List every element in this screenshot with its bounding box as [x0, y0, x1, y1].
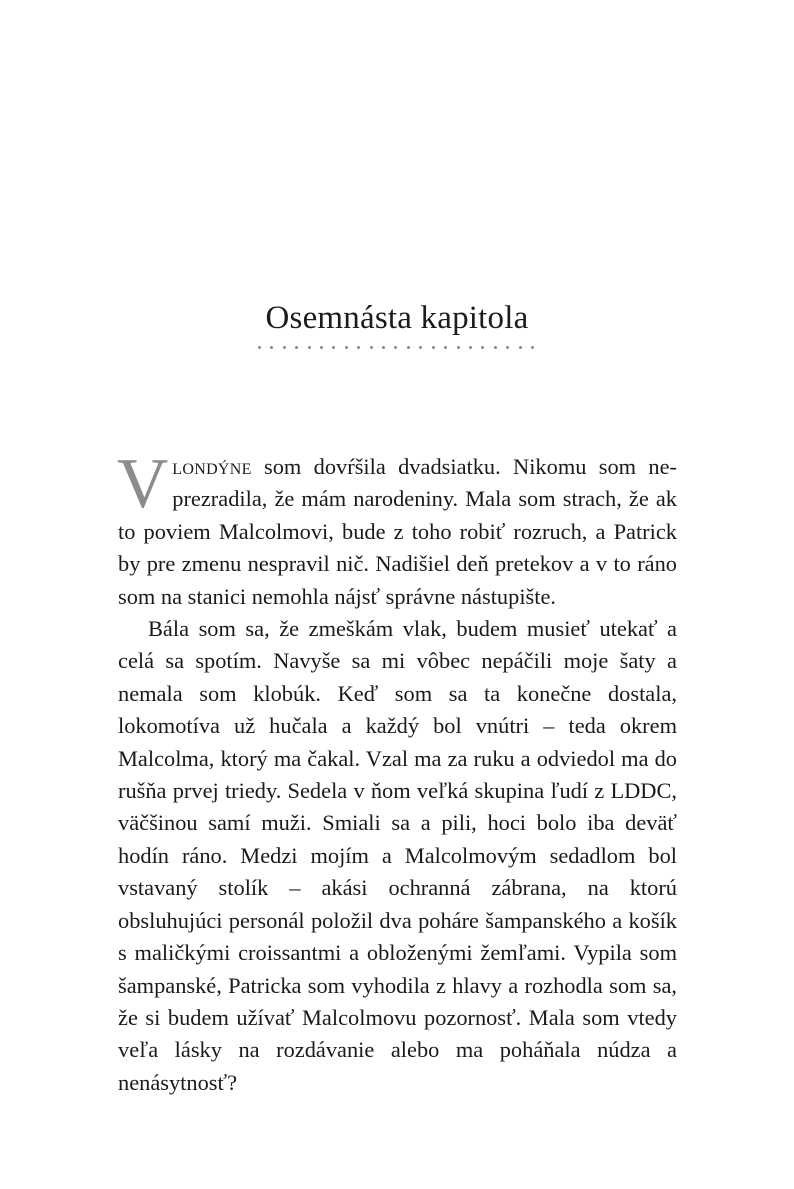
- ornament-dot: [357, 346, 360, 349]
- ornament-dot: [469, 346, 472, 349]
- ornament-dot: [519, 346, 522, 349]
- ornament-dot: [407, 346, 410, 349]
- ornament-dot: [370, 346, 373, 349]
- ornament-dot: [457, 346, 460, 349]
- ornament-dot: [506, 346, 509, 349]
- ornament-dot: [394, 346, 397, 349]
- chapter-body: [117, 445, 677, 1099]
- ornament-dot: [382, 346, 385, 349]
- ornament-dot: [283, 346, 286, 349]
- ornament-dot: [531, 346, 534, 349]
- paragraph-first: [117, 445, 677, 613]
- ornament-dot: [295, 346, 298, 349]
- ornament-dot: [345, 346, 348, 349]
- ornament-dot: [308, 346, 311, 349]
- paragraph-second: Bála som sa, že zmeškám vlak, budem musieť utekať a celá sa spotím. Navyše sa mi vôbec nepáčili moje šaty a nemala som klobúk. Keď som sa ta konečne dostala, lokomotíva už hučala a každý bol vnútri – teda okrem Malcolma, ktorý ma čakal. Vzal ma za ruku a odviedol ma do rušňa prvej triedy. Sedela v ňom veľká skupina ľudí z LDDC, väčšinou samí muži. Smiali sa a pili, hoci bolo iba deväť hodín ráno. Medzi mojím a Malcolmovým sedadlom bol vstavaný stolík – akási ochranná zábrana, na ktorú obsluhujúci personál položil dva poháre šampanského a košík s maličkými croissantmi a obloženými žemľami. Vypila som šampanské, Patricka som vyhodila z hlavy a rozhodla som sa, že si budem užívať Malcolmovu pozornosť. Mala som vtedy veľa lásky na rozdávanie alebo ma poháňala núdza a nenásytnosť?: [118, 616, 677, 1095]
- ornament-dot: [419, 346, 422, 349]
- ornament-dot: [258, 346, 261, 349]
- ornament-dot: [432, 346, 435, 349]
- ornament-dot: [320, 346, 323, 349]
- ornament-dot: [444, 346, 447, 349]
- ornament-dot: [494, 346, 497, 349]
- drop-cap: V: [117, 445, 169, 523]
- ornament-dot: [332, 346, 335, 349]
- chapter-title: Osemnásta kapitola: [265, 300, 529, 336]
- title-dotted-ornament: [258, 344, 534, 350]
- ornament-dot: [270, 346, 273, 349]
- ornament-dot: [481, 346, 484, 349]
- lead-in-small-caps: londýne: [172, 454, 252, 479]
- paragraph-first-text: som dovŕšila dvadsiatku. Nikomu som neprezradila, že mám narodeniny. Mala som strach, že ak to poviem Malcolmovi, bude z toho robiť rozruch, a Patrick by pre zmenu nespravil nič. Nadišiel deň pretekov a v to ráno som na stanici nemohla nájsť správne nástupište.: [118, 454, 677, 609]
